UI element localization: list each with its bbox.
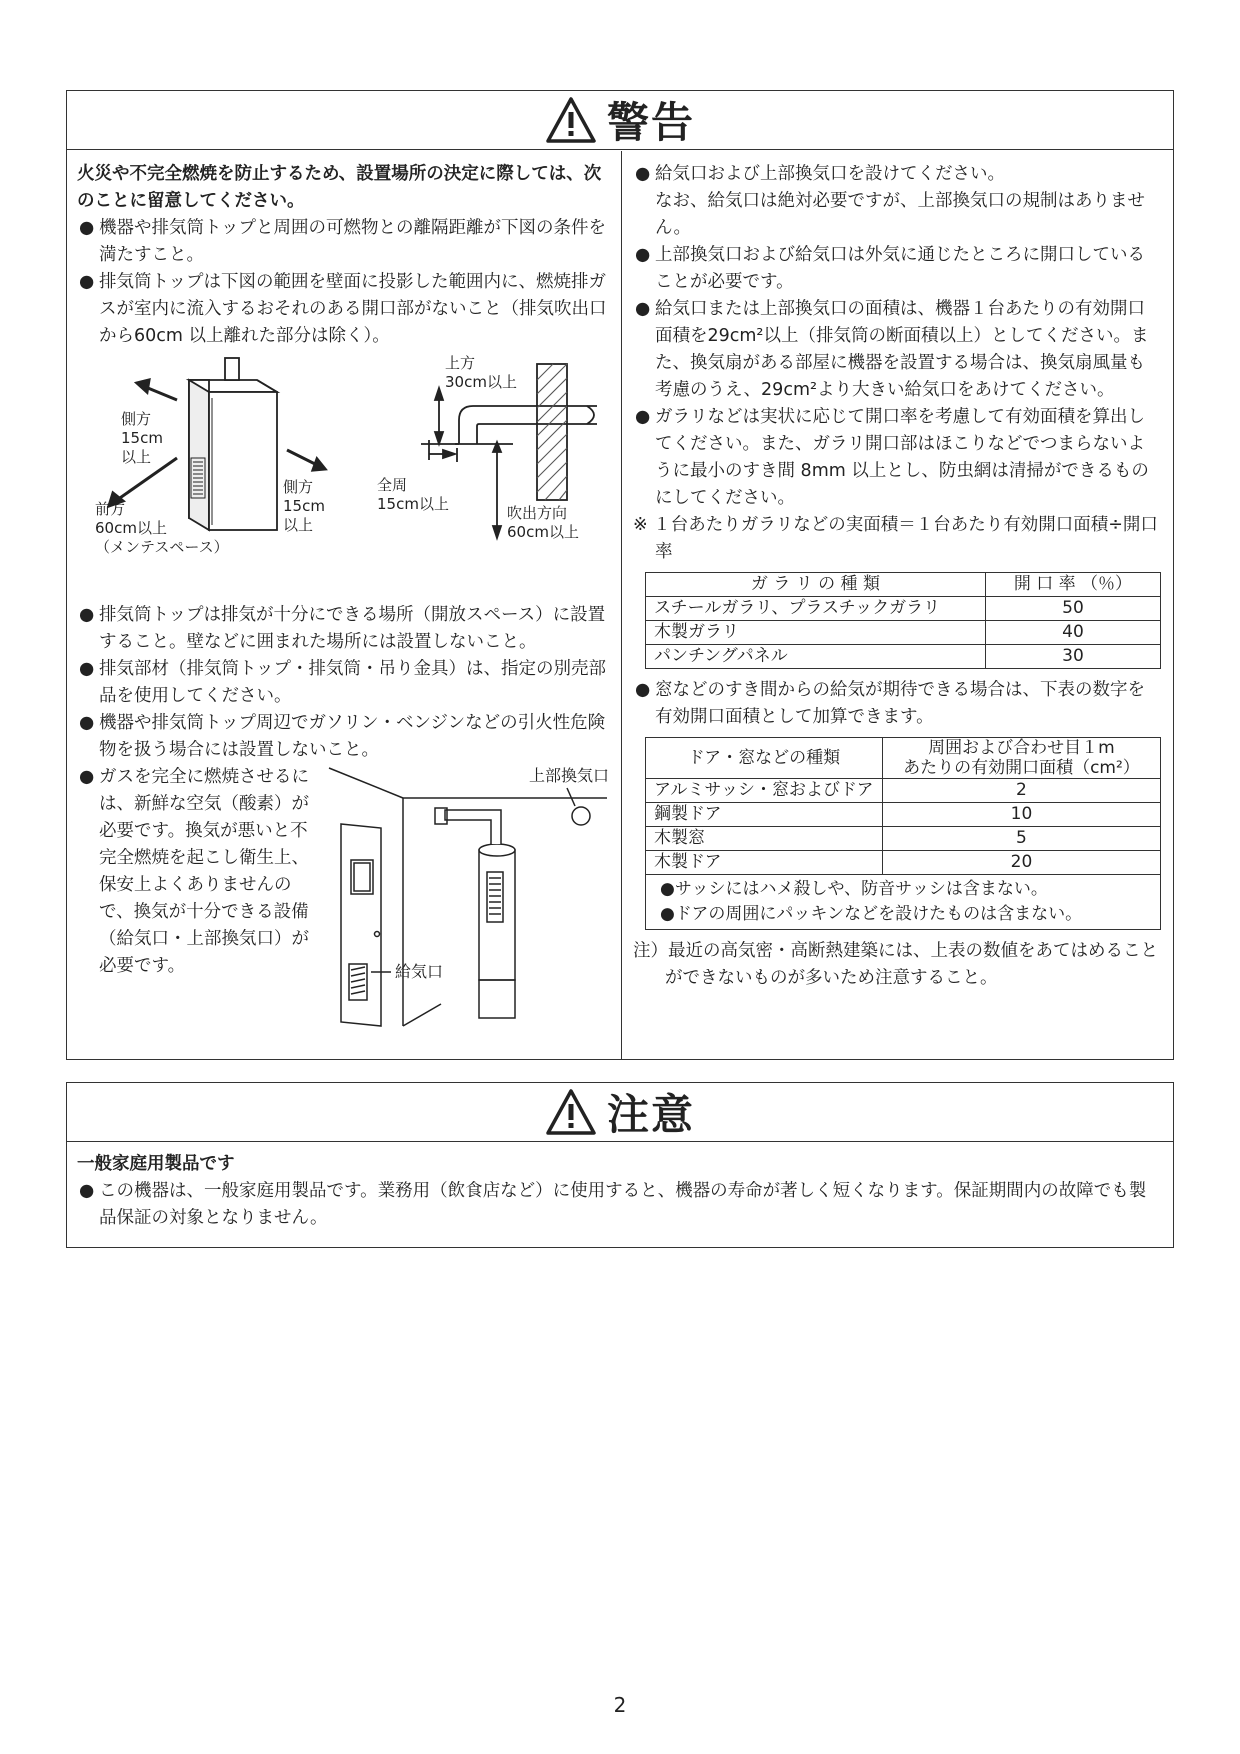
list-item: ● ガスを完全に燃焼させるには、新鮮な空気（酸素）が必要です。換気が悪いと不完全燃焼を起こし衛生上、保安上よくありませんので、換気が十分できる設備（給気口・上部換気口）が必要です。 xyxy=(79,767,309,976)
side-right-label: 側方 15cm 以上 xyxy=(283,478,325,534)
table-cell: 40 xyxy=(985,621,1160,645)
upper-vent-label: 上部換気口 xyxy=(529,766,610,785)
warning-header xyxy=(67,91,1173,150)
air-inlet-label: 給気口 xyxy=(395,962,444,981)
table-note: ●サッシにはハメ殺しや、防音サッシは含まない。 xyxy=(660,879,1048,899)
table-notes-cell xyxy=(646,875,1161,930)
table-cell: 木製ガラリ xyxy=(646,621,986,645)
warning-triangle-icon xyxy=(545,96,597,144)
front-label: 前方 60cm以上 （メンテスペース） xyxy=(95,500,229,556)
opening-rate-note: ※ １台あたりガラリなどの実面積＝１台あたり有効開口面積÷開口率 xyxy=(633,515,1158,562)
table-row xyxy=(646,803,1161,827)
list-item: ● 窓などのすき間からの給気が期待できる場合は、下表の数字を有効開口面積として加算できます。 xyxy=(635,680,1145,727)
list-item: ● ガラリなどは実状に応じて開口率を考慮して有効面積を算出してください。また、ガラリ開口部はほこりなどでつまらないように最小のすき間 8mm 以上とし、防虫網は清掃ができるものにしてください。 xyxy=(635,407,1149,508)
warning-left-column xyxy=(77,161,611,1034)
ventilation-section xyxy=(77,764,611,1034)
table-cell: 30 xyxy=(985,645,1160,669)
clearance-diagrams xyxy=(77,350,611,602)
list-item: ● 排気筒トップは下図の範囲を壁面に投影した範囲内に、燃焼排ガスが室内に流入するおそれのある開口部がないこと（排気吹出口から60cm 以上離れた部分は除く）。 xyxy=(79,272,607,346)
table-header-cell: ドア・窓などの種類 xyxy=(646,738,883,779)
table-header-cell: 開 口 率 （％） xyxy=(985,573,1160,597)
table-row xyxy=(646,827,1161,851)
list-item: ● 給気口および上部換気口を設けてください。 なお、給気口は絶対必要ですが、上部換気口の規制はありません。 xyxy=(635,164,1145,238)
top-clearance-label: 上方 30cm以上 xyxy=(445,354,517,391)
room-ventilation-illustration xyxy=(311,764,611,1034)
table-cell: アルミサッシ・窓およびドア xyxy=(646,779,883,803)
table-cell: 2 xyxy=(882,779,1160,803)
warning-box xyxy=(66,90,1174,1060)
list-item: ● 上部換気口および給気口は外気に通じたところに開口していることが必要です。 xyxy=(635,245,1145,292)
table-header-row xyxy=(646,573,1161,597)
table-notes-row xyxy=(646,875,1161,930)
intro-text: 火災や不完全燃焼を防止するため、設置場所の決定に際しては、次のことに留意してください。 xyxy=(77,164,602,211)
louver-table xyxy=(645,572,1161,669)
window-door-table xyxy=(645,737,1161,930)
list-item: ● この機器は、一般家庭用製品です。業務用（飲食店など）に使用すると、機器の寿命が著しく短くなります。保証期間内の故障でも製品保証の対象となりません。 xyxy=(79,1181,1147,1228)
table-cell: パンチングパネル xyxy=(646,645,986,669)
table-header-row xyxy=(646,738,1161,779)
list-item: ● 排気筒トップは排気が十分にできる場所（開放スペース）に設置すること。壁などに囲まれた場所には設置しないこと。 xyxy=(79,605,606,652)
warning-title: 警告 xyxy=(606,98,695,147)
airtight-note: 注）最近の高気密・高断熱建築には、上表の数値をあてはめることができないものが多いため注意すること。 xyxy=(633,941,1158,988)
caution-header xyxy=(67,1083,1173,1142)
list-item: ● 機器や排気筒トップ周辺でガソリン・ベンジンなどの引火性危険物を扱う場合には設置しないこと。 xyxy=(79,713,606,760)
caution-title: 注意 xyxy=(606,1090,695,1139)
list-item: ● 機器や排気筒トップと周囲の可燃物との離隔距離が下図の条件を満たすこと。 xyxy=(79,218,606,265)
table-cell: 5 xyxy=(882,827,1160,851)
caution-box xyxy=(66,1082,1174,1248)
list-item: ● 給気口または上部換気口の面積は、機器１台あたりの有効開口面積を29cm²以上（排気筒の断面積以上）としてください。また、換気扇がある部屋に機器を設置する場合は、換気扇風量も考慮のうえ、29cm²より大きい給気口をあけてください。 xyxy=(635,299,1149,400)
table-note: ●ドアの周囲にパッキンなどを設けたものは含まない。 xyxy=(660,904,1083,924)
table-row xyxy=(646,779,1161,803)
table-row xyxy=(646,597,1161,621)
clearance-illustration xyxy=(77,350,611,602)
caution-triangle-icon xyxy=(545,1088,597,1136)
table-cell: スチールガラリ、プラスチックガラリ xyxy=(646,597,986,621)
table-row xyxy=(646,621,1161,645)
table-header-cell: ガ ラ リ の 種 類 xyxy=(646,573,986,597)
table-cell: 鋼製ドア xyxy=(646,803,883,827)
table-cell: 木製ドア xyxy=(646,851,883,875)
table-cell: 20 xyxy=(882,851,1160,875)
table-cell: 50 xyxy=(985,597,1160,621)
caution-body xyxy=(77,1151,1163,1232)
warning-right-column xyxy=(633,161,1161,992)
table-header-cell: 周囲および合わせ目１m あたりの有効開口面積（cm²） xyxy=(882,738,1160,779)
outlet-clearance-label: 吹出方向 60cm以上 xyxy=(507,504,579,541)
caution-heading: 一般家庭用製品です xyxy=(77,1154,235,1174)
side-left-label: 側方 15cm 以上 xyxy=(121,410,163,466)
around-clearance-label: 全周 15cm以上 xyxy=(377,476,449,513)
table-row xyxy=(646,645,1161,669)
table-row xyxy=(646,851,1161,875)
column-divider xyxy=(621,151,622,1059)
list-item: ● 排気部材（排気筒トップ・排気筒・吊り金具）は、指定の別売部品を使用してください。 xyxy=(79,659,606,706)
table-cell: 木製窓 xyxy=(646,827,883,851)
table-cell: 10 xyxy=(882,803,1160,827)
page-number: 2 xyxy=(613,1693,627,1717)
